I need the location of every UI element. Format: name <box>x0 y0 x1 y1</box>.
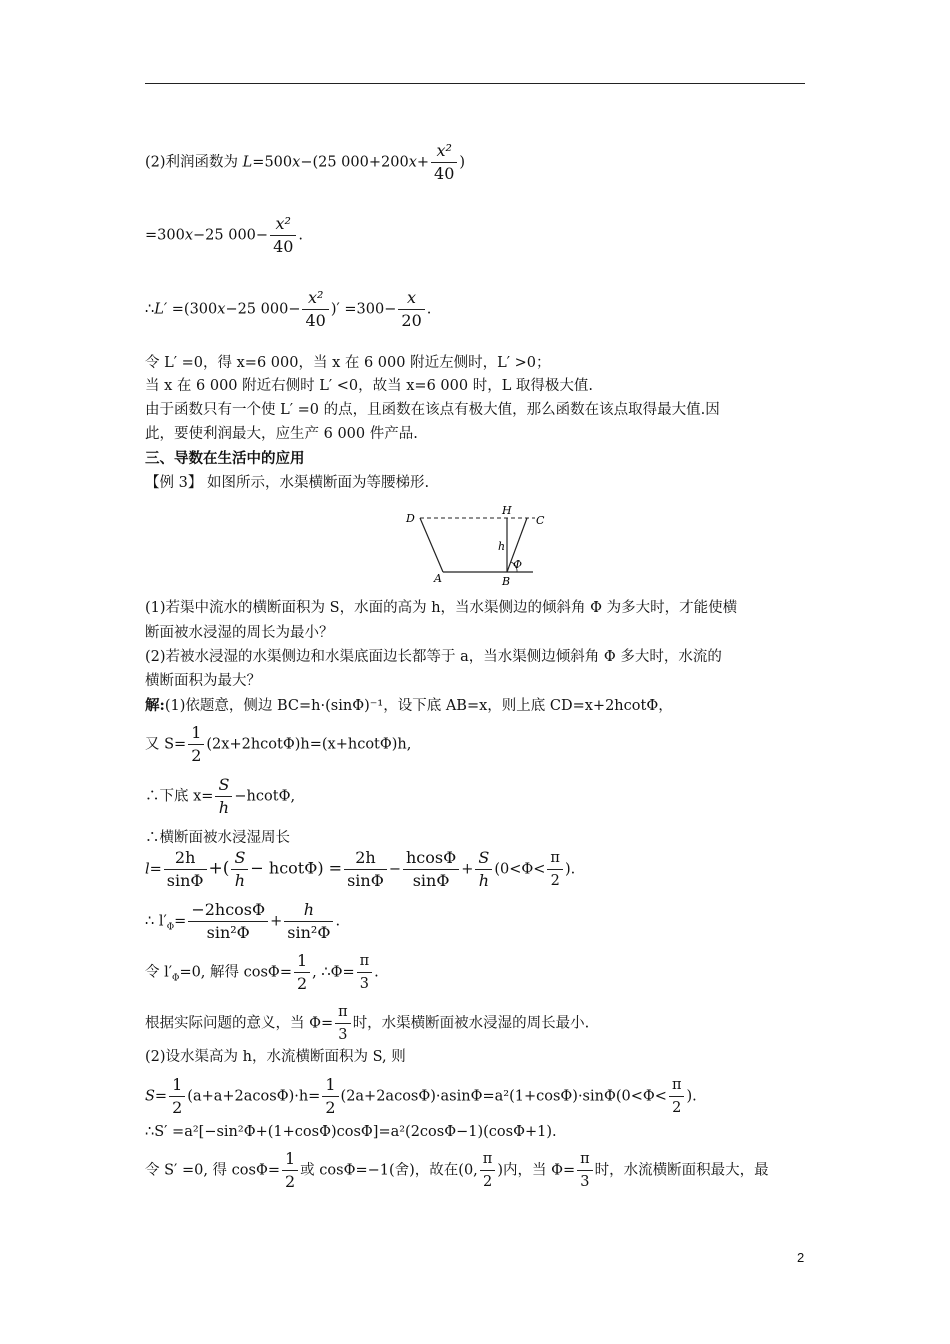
fraction: $\frac{\text{x²}}{40}$ <box>302 287 328 332</box>
fraction: $\frac{\text{x²}}{40}$ <box>270 213 296 258</box>
fraction: $\frac{h}{\text{sin²Φ}}$ <box>284 899 333 944</box>
text: =(300 <box>167 301 218 318</box>
text: =300 <box>145 227 185 244</box>
text: S= <box>145 1088 168 1105</box>
base-formula-line <box>145 774 295 819</box>
area-formula-part2-line <box>145 1074 697 1119</box>
text: (1)依题意，侧边 BC=h·(sinΦ)⁻¹，设下底 AB=x，则上底 CD=x+2hcotΦ， <box>164 698 673 714</box>
text: 令 l′ <box>145 964 173 981</box>
question-line: 断面被水浸湿的周长为最小？ <box>145 625 334 641</box>
question-line: 横断面积为最大？ <box>145 673 261 689</box>
fraction: $\frac{\pi}{2}$ <box>547 847 563 892</box>
page-number: 2 <box>797 1250 805 1265</box>
fraction: $\frac{1}{2}$ <box>169 1074 185 1119</box>
example-label: 【例 3】 <box>145 475 203 491</box>
text: (2a+2acosΦ)·asinΦ=a²(1+cosΦ)·sinΦ(0<Φ< <box>340 1088 667 1105</box>
label-D: D <box>406 512 415 525</box>
text: 又 S= <box>145 736 187 753</box>
conclusion-line <box>145 1001 589 1046</box>
perimeter-derivative-line <box>145 899 340 944</box>
text: + <box>461 861 474 878</box>
solution-label: 解: <box>145 697 165 714</box>
text: ) <box>459 154 466 171</box>
derivative-line <box>145 287 431 332</box>
text: 令 S′ =0, 得 cosΦ= <box>145 1162 280 1179</box>
fraction: $\frac{1}{2}$ <box>294 950 310 995</box>
text: 时，水渠横断面被水浸湿的周长最小. <box>352 1015 590 1032</box>
var: x <box>217 301 226 318</box>
text: . <box>298 227 304 244</box>
text: −25 000− <box>225 301 301 318</box>
text: + <box>270 913 283 930</box>
fraction: $\frac{2h}{\sin\Phi}$ <box>164 847 207 892</box>
text: (0<Φ< <box>494 861 546 878</box>
perimeter-formula-line <box>145 847 575 892</box>
paragraph-line: 令 L′ =0，得 x=6 000，当 x 在 6 000 附近左侧时，L′ >0； <box>145 355 551 371</box>
text: −25 000− <box>193 227 269 244</box>
text: − hcotΦ) = <box>250 858 343 878</box>
text: = <box>174 913 187 930</box>
trapezoid-figure <box>400 500 560 590</box>
label-B: B <box>502 575 511 588</box>
area-derivative-line: ∴S′ =a²[−sin²Φ+(1+cosΦ)cosΦ]=a²(2cosΦ−1)(cosΦ+1). <box>145 1124 557 1140</box>
part2-setup-line: (2)设水渠高为 h，水流横断面积为 S, 则 <box>145 1049 406 1065</box>
var: x <box>184 227 194 244</box>
subscript: Φ <box>172 973 180 984</box>
fraction: $\frac{x}{20}$ <box>398 287 424 332</box>
label-H: H <box>502 504 512 517</box>
text: ∴下底 x= <box>145 788 214 805</box>
text: 或 cosΦ=−1(舍)，故在(0, <box>300 1162 478 1179</box>
var: L′ <box>154 301 168 318</box>
section-heading: 三、导数在生活中的应用 <box>145 450 305 467</box>
text: −(25 000+200 <box>300 154 409 171</box>
var: x <box>292 154 301 171</box>
solution-line <box>145 695 673 717</box>
side-DA <box>420 518 443 572</box>
label-h: h <box>498 540 506 553</box>
fraction: $\frac{\pi}{3}$ <box>577 1148 593 1193</box>
paragraph-line: 当 x 在 6 000 附近右侧时 L′ <0，故当 x=6 000 时，L 取得极大值. <box>145 378 594 394</box>
fraction: $\frac{\text{x²}}{40}$ <box>431 140 457 185</box>
fraction: $\frac{\pi}{2}$ <box>669 1074 685 1119</box>
final-line <box>145 1148 769 1193</box>
text: + <box>416 154 430 171</box>
text: 如图所示，水渠横断面为等腰梯形. <box>202 475 430 491</box>
text: 时，水流横断面积最大，最 <box>594 1162 769 1179</box>
text: )内，当 Φ= <box>497 1162 576 1179</box>
text: (a+a+2acosΦ)·h= <box>187 1088 321 1105</box>
text: . <box>335 913 341 930</box>
paragraph-line: 此，要使利润最大，应生产 6 000 件产品. <box>145 426 418 442</box>
fraction: $\frac{1}{2}$ <box>188 722 204 767</box>
fraction: $\frac{S}{h}$ <box>231 847 248 892</box>
fraction: $\frac{S}{h}$ <box>215 774 232 819</box>
var: x <box>408 154 417 171</box>
perimeter-heading: ∴横断面被水浸湿周长 <box>145 830 290 846</box>
label-C: C <box>536 514 545 527</box>
profit-function-line <box>145 140 465 185</box>
text: +( <box>208 858 230 879</box>
text: ). <box>564 861 576 878</box>
fraction: $\frac{2h}{\sin\Phi}$ <box>344 847 387 892</box>
text: −hcotΦ, <box>234 788 296 805</box>
text: 根据实际问题的意义，当 Φ= <box>145 1015 334 1032</box>
text: . <box>374 964 379 981</box>
set-zero-line <box>145 950 379 995</box>
text: l= <box>145 861 162 878</box>
header-rule <box>145 83 805 84</box>
label-phi: Φ <box>513 558 523 571</box>
profit-simplified-line <box>145 213 303 258</box>
fraction: $\frac{S}{h}$ <box>475 847 492 892</box>
text: ). <box>686 1088 697 1105</box>
fraction: $\frac{hcos\Phi}{\sin\Phi}$ <box>403 847 459 892</box>
text: ∴ <box>145 301 155 318</box>
fraction: $\frac{\pi}{2}$ <box>480 1148 496 1193</box>
question-line: (2)若被水浸湿的水渠侧边和水渠底面边长都等于 a，当水渠侧边倾斜角 Φ 多大时，水流的 <box>145 649 722 665</box>
text: (2x+2hcotΦ)h=(x+hcotΦ)h, <box>206 736 412 753</box>
text: ∴ l′ <box>145 913 167 930</box>
fraction: $\frac{1}{2}$ <box>322 1074 338 1119</box>
label-A: A <box>434 572 442 585</box>
fraction: $\frac{1}{2}$ <box>282 1148 298 1193</box>
paragraph-line: 由于函数只有一个使 L′ =0 的点，且函数在该点有极大值，那么函数在该点取得最大值.因 <box>145 402 720 418</box>
example-heading <box>145 472 429 494</box>
fraction: $\frac{\pi}{3}$ <box>357 950 373 995</box>
text: , ∴Φ= <box>312 964 355 981</box>
text: =0, 解得 cosΦ= <box>179 964 292 981</box>
area-formula-line <box>145 722 411 767</box>
text: =500 <box>252 154 293 171</box>
question-line: (1)若渠中流水的横断面积为 S，水面的高为 h，当水渠侧边的倾斜角 Φ 为多大时，才能使横 <box>145 600 738 616</box>
text: )′ =300− <box>330 301 397 318</box>
subscript: Φ <box>166 922 175 933</box>
fraction: $\frac{\pi}{3}$ <box>335 1001 351 1046</box>
var: L <box>242 154 253 171</box>
fraction: $\frac{-2hcos\Phi}{\text{sin²Φ}}$ <box>188 899 268 944</box>
text: (2)利润函数为 <box>145 154 243 171</box>
text: . <box>426 301 432 318</box>
text: − <box>388 861 401 878</box>
